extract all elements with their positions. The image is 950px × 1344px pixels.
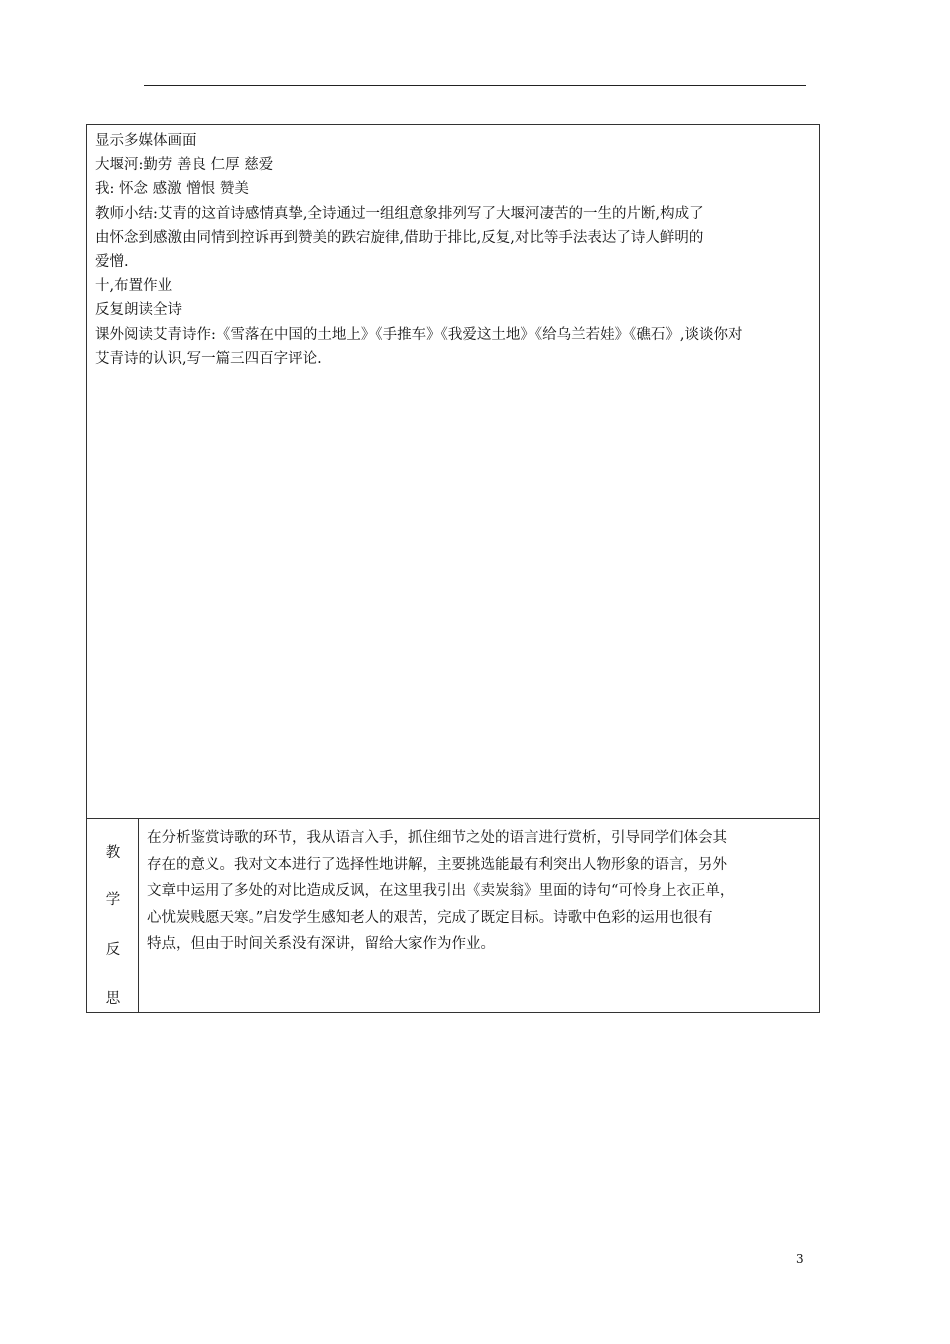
content-line: 艾青诗的认识,写一篇三四百字评论. bbox=[95, 350, 322, 367]
reflection-line: 文章中运用了多处的对比造成反讽，在这里我引出《卖炭翁》里面的诗句“可怜身上衣正单， bbox=[147, 883, 735, 900]
reflection-line: 心忧炭贱愿天寒。”启发学生感知老人的艰苦，完成了既定目标。诗歌中色彩的运用也很有 bbox=[147, 909, 713, 926]
reflection-text bbox=[147, 825, 815, 958]
reflection-label-char: 反 bbox=[105, 942, 121, 958]
reflection-label-cell bbox=[87, 819, 139, 1012]
reflection-line: 存在的意义。我对文本进行了选择性地讲解，主要挑选能最有利突出人物形象的语言，另外 bbox=[147, 856, 727, 873]
reflection-label-char: 思 bbox=[105, 991, 121, 1007]
reflection-label-char: 教 bbox=[105, 845, 121, 861]
lesson-content bbox=[95, 129, 815, 371]
content-line: 课外阅读艾青诗作:《雪落在中国的土地上》《手推车》《我爱这土地》《给乌兰若娃》《礁石》,谈谈你对 bbox=[95, 326, 743, 343]
lesson-table bbox=[86, 124, 820, 1013]
lesson-content-row bbox=[87, 125, 819, 819]
reflection-line: 特点，但由于时间关系没有深讲，留给大家作为作业。 bbox=[147, 936, 495, 953]
content-line: 教师小结:艾青的这首诗感情真挚,全诗通过一组组意象排列写了大堰河凄苦的一生的片断,构成了 bbox=[95, 205, 704, 222]
reflection-label-char: 学 bbox=[105, 892, 121, 908]
content-line: 爱憎. bbox=[95, 254, 129, 271]
content-line: 大堰河:勤劳 善良 仁厚 慈爱 bbox=[95, 157, 274, 174]
content-line: 显示多媒体画面 bbox=[95, 133, 197, 149]
header-rule bbox=[144, 85, 806, 86]
content-line: 我: 怀念 感激 憎恨 赞美 bbox=[95, 181, 249, 198]
reflection-row bbox=[87, 819, 819, 1012]
content-line: 反复朗读全诗 bbox=[95, 302, 182, 319]
content-line: 十,布置作业 bbox=[95, 278, 173, 295]
content-line: 由怀念到感激由同情到控诉再到赞美的跌宕旋律,借助于排比,反复,对比等手法表达了诗人鲜明的 bbox=[95, 229, 704, 246]
reflection-line: 在分析鉴赏诗歌的环节，我从语言入手，抓住细节之处的语言进行赏析，引导同学们体会其 bbox=[147, 830, 727, 846]
page-number: 3 bbox=[796, 1252, 804, 1266]
